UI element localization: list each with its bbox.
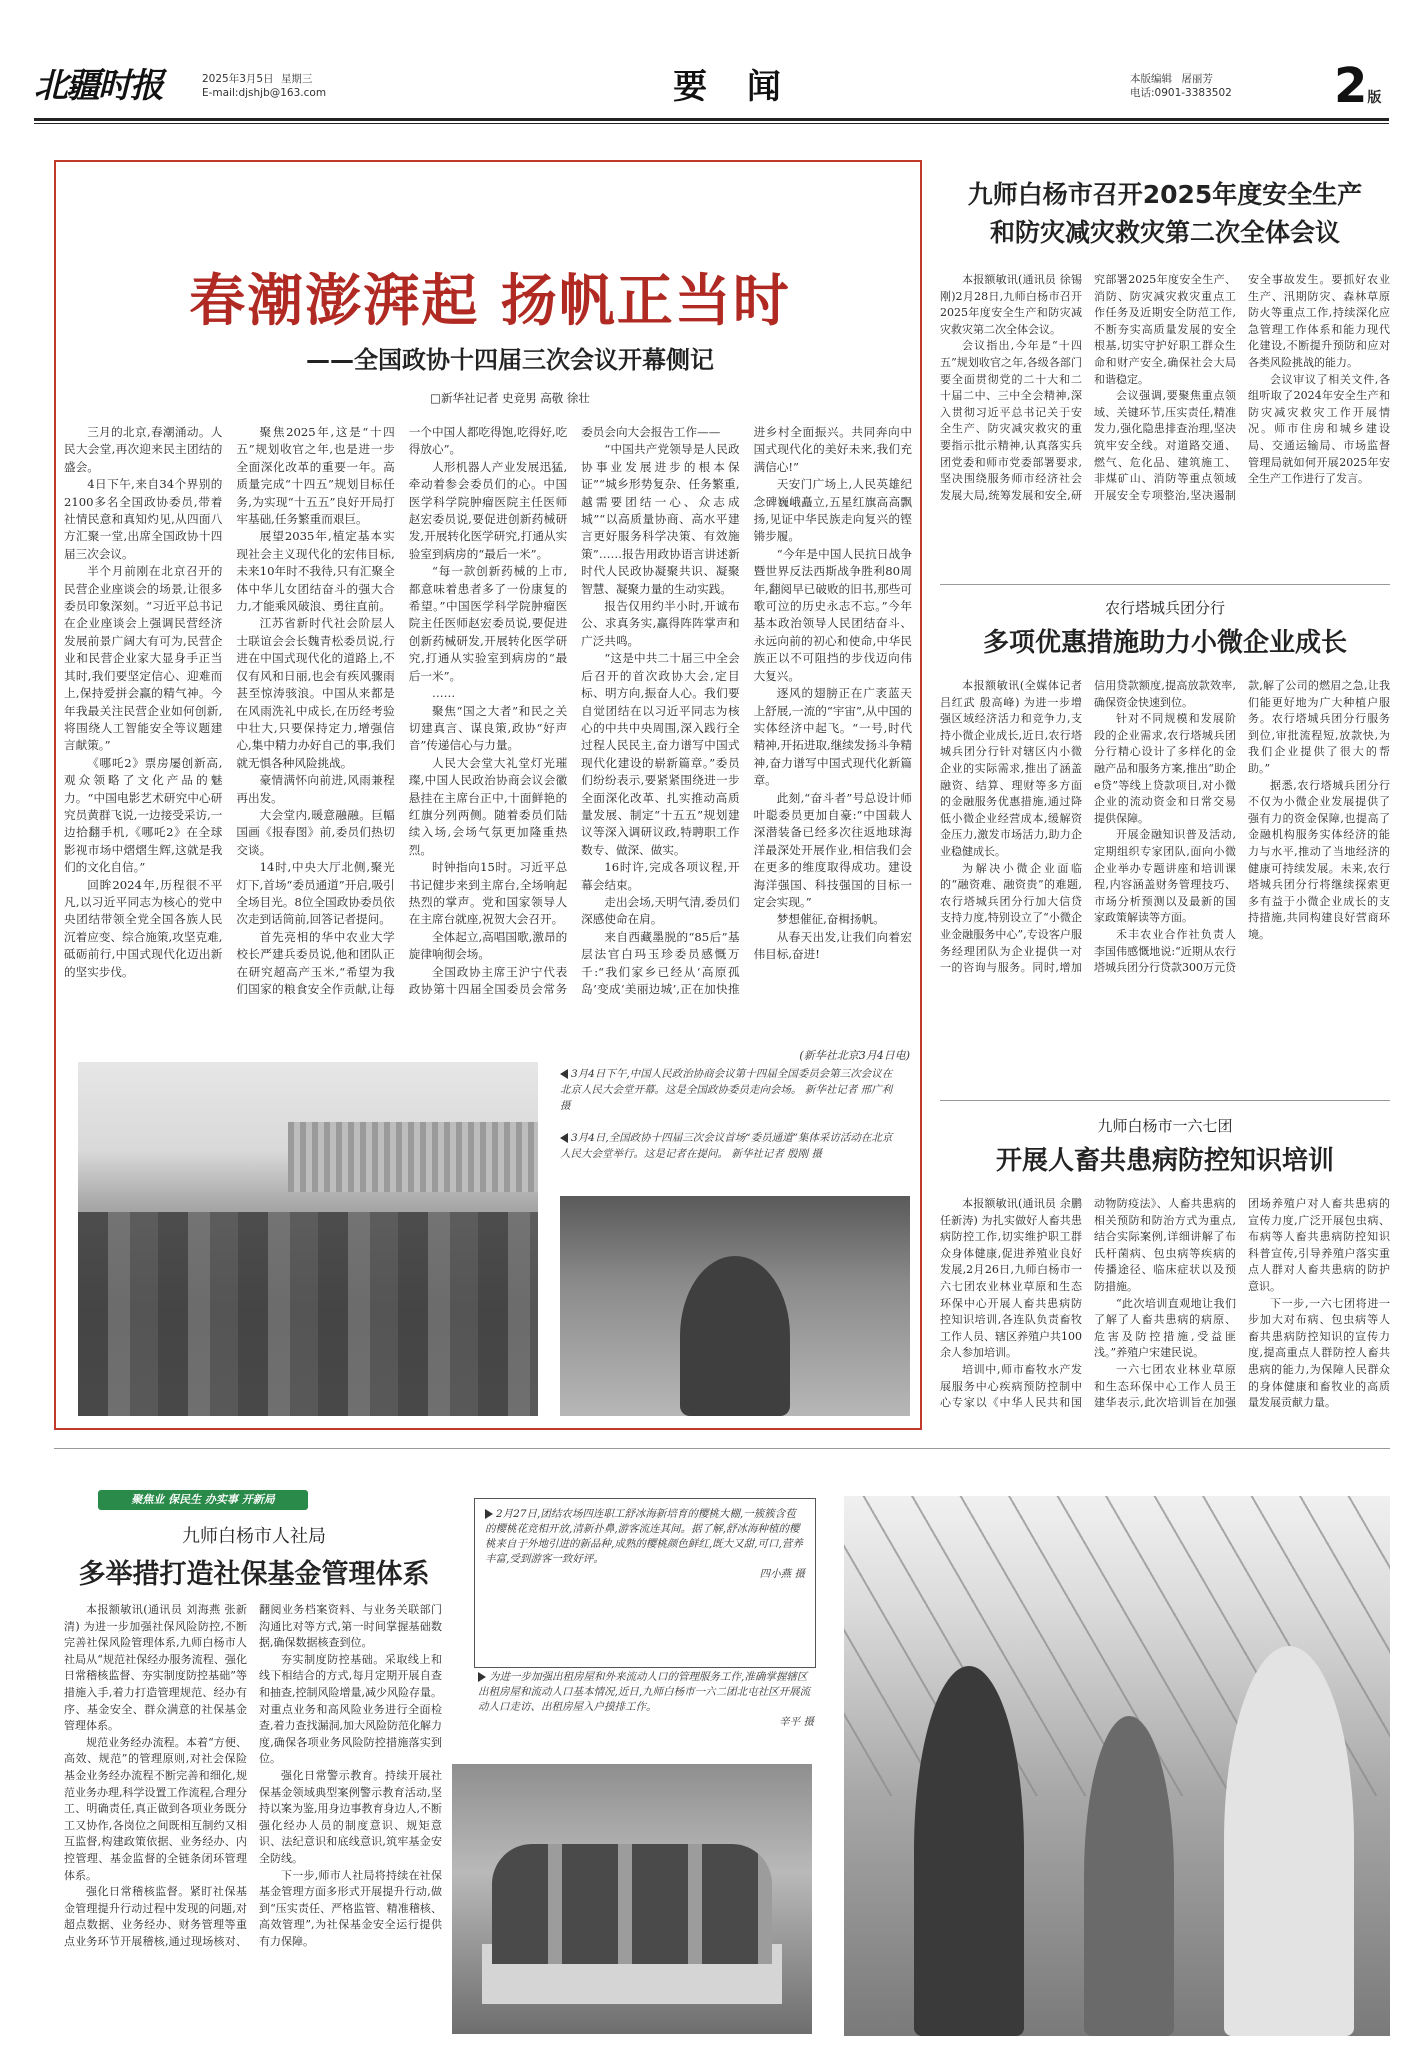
feature-paragraph: 人民大会堂大礼堂灯光璀璨,中国人民政治协商会议会徽悬挂在主席台正中,十面鲜艳的红旗分列两侧。随着委员们陆续入场,会场气氛更加隆重热烈。 bbox=[408, 755, 568, 857]
caption-arrow-icon bbox=[478, 1672, 486, 1682]
bank-kicker: 农行塔城兵团分行 bbox=[1104, 599, 1225, 617]
masthead-rule bbox=[34, 118, 1389, 121]
social-paragraph: 夯实制度防控基础。采取线上和线下相结合的方式,每月定期开展自查和抽查,控制风险增量,减少风险存量。对重点业务和高风险业务进行全面检查,着力查找漏洞,加大风险防范化解力度,确保各项业务风险防控措施落实到位。 bbox=[259, 1652, 442, 1766]
livestock-paragraph: 下一步,一六七团将进一步加大对布病、包虫病等人畜共患病防控知识的宣传力度,提高重点人群防控人畜共患病的能力,为保障人民群众的身体健康和畜牧业的高质量发展贡献力量。 bbox=[1248, 1296, 1390, 1410]
feature-paragraph: 聚焦2025年,这是“十四五”规划收官之年,也是进一步全面深化改革的重要一年。高质量完成“十四五”规划目标任务,为实现“十五五”良好开局打牢基础,任务繁重而艰巨。 bbox=[236, 425, 395, 527]
masthead-rule-thin bbox=[34, 123, 1389, 124]
feature-paragraph: 报告仅用约半小时,开诚布公、求真务实,赢得阵阵掌声和广泛共鸣。 bbox=[581, 599, 740, 648]
photo-caption-2-text: 3月4日,全国政协十四届三次会议首场“委员通道”集体采访活动在北京人民大会堂举行。这是记者在提问。 新华社记者 殷刚 摄 bbox=[560, 1132, 893, 1160]
bank-paragraph: 针对不同规模和发展阶段的企业需求,农行塔城兵团分行精心设计了多样化的金融产品和服务方案,推出“助企e贷”等线上贷款项目,对小微企业的流动资金和日常交易提供保障。 bbox=[1094, 712, 1236, 825]
safety-paragraph: 会议审议了相关文件,各组听取了2024年安全生产和防灾减灾救灾工作开展情况。师市住房和城乡建设局、交通运输局、市场监督管理局就如何开展2025年安全生产工作进行了发言。 bbox=[1248, 372, 1390, 486]
date-text: 2025年3月5日 bbox=[202, 73, 274, 85]
bank-paragraph: 禾丰农业合作社负责人李国伟感慨地说:“近期从农行塔城兵团分行贷款300万元贷款,解了公司的燃眉之急,让我们能更好地为广大种植户服务。农行塔城兵团分行服务到位,审批流程短,放款快,为我们企业提供了很大的帮助。” bbox=[1094, 679, 1390, 975]
social-paragraph: 本报额敏讯(通讯员 刘海燕 张新清) 为进一步加强社保风险防控,不断完善社保风险管理体系,九师白杨市人社局从“规范社保经办服务流程、强化日常稽核监督、夯实制度防控基础”等措施入手,着力打造管理规范、经办有序、基金安全、群众满意的社保基金管理体系。 bbox=[64, 1603, 247, 1733]
feature-paragraph: 此刻,“奋斗者”号总设计师叶聪委员更加自豪:“中国载人深潜装备已经多次往返地球海洋最深处开展作业,相信我们会在更多的维度取得成功。建设海洋强国、科技强国的目标一定会实现。” bbox=[753, 790, 912, 909]
people-shape bbox=[492, 1844, 772, 1964]
editor-info bbox=[1130, 72, 1232, 100]
phone-number: 0901-3383502 bbox=[1154, 87, 1232, 99]
feature-paragraph: 全体起立,高唱国歌,激昂的旋律响彻会场。 bbox=[408, 929, 568, 962]
feature-paragraph: 聚焦“国之大者”和民之关切建真言、谋良策,政协“好声音”传递信心与力量。 bbox=[408, 703, 568, 753]
livestock-body bbox=[940, 1196, 1390, 1426]
livestock-paragraph: 培训中,师市畜牧水产发展服务中心疾病预防控制中心专家以《中华人民共和国动物防疫法》、人畜共患病的相关预防和防治方式为重点,结合实际案例,详细讲解了布氏杆菌病、包虫病等疾病的传播途径、临床症状以及预防措施。 bbox=[940, 1197, 1236, 1410]
safety-paragraph: 本报额敏讯(通讯员 徐锡刚)2月28日,九师白杨市召开2025年度安全生产和防灾减灾救灾第二次全体会议。 bbox=[940, 273, 1082, 336]
feature-paragraph: “这是中共二十届三中全会后召开的首次政协大会,定目标、明方向,振奋人心。我们要自觉团结在以习近平同志为核心的中共中央周围,深入践行全过程人民民主,奋力谱写中国式现代化建设的崭新篇章。”委员们纷纷表示,要紧紧围绕进一步全面深化改革、扎实推动高质量发展、制定“十五五”规划建议等深入调研议政,特聘职工作数专、做深、做实。 bbox=[581, 651, 740, 857]
feature-paragraph: 半个月前刚在北京召开的民营企业座谈会的场景,让很多委员印象深刻。“习近平总书记在企业座谈会上强调民营经济发展前景广阔大有可为,民营企业和民营企业家大显身手正当其时,我们要坚定信心、迎难而上,保持爱拼会赢的精气神。今年我最关注民营企业如何创新,将围绕人工智能安全等议题建言献策。” bbox=[64, 564, 223, 753]
page-number bbox=[1334, 60, 1394, 112]
safety-headline bbox=[940, 176, 1390, 252]
bottom-caption-1 bbox=[485, 1507, 805, 1582]
phone-label: 电话: bbox=[1130, 87, 1155, 99]
social-paragraph: 强化日常警示教育。持续开展社保基金领域典型案例警示教育活动,坚持以案为鉴,用身边事教育身边人,不断强化经办人员的制度意识、规矩意识、法纪意识和底线意识,筑牢基金安全防线。 bbox=[259, 1768, 442, 1865]
feature-byline: □新华社记者 史竞男 高敬 徐壮 bbox=[430, 391, 590, 405]
caption-arrow-icon bbox=[560, 1069, 568, 1079]
social-banner-text: 聚焦业 保民生 办实事 开新局 bbox=[131, 1493, 275, 1506]
caption-arrow-icon bbox=[560, 1133, 568, 1143]
bottom-caption-2-text: 为进一步加强出租房屋和外来流动人口的管理服务工作,准确掌握辖区出租房屋和流动人口基本情况,近日,九师白杨市一六二团北屯社区开展流动人口走访、出租房屋入户摸排工作。 bbox=[478, 1671, 811, 1713]
social-body bbox=[64, 1602, 442, 2020]
delegates-photo bbox=[78, 1062, 538, 1416]
bank-paragraph: 据悉,农行塔城兵团分行不仅为小微企业发展提供了强有力的资金保障,也提高了金融机构服务实体经济的能力与水平,推动了当地经济的健康可持续发展。未来,农行塔城兵团分行将继续探索更多有益于小微企业成长的支持措施,共同构建良好营商环境。 bbox=[1248, 778, 1390, 941]
feature-paragraph: 豪情满怀向前进,风雨兼程再出发。 bbox=[236, 773, 395, 805]
feature-dateline: (新华社北京3月4日电) bbox=[799, 1049, 910, 1062]
livestock-headline: 开展人畜共患病防控知识培训 bbox=[995, 1146, 1334, 1176]
page-number-digit: 2 bbox=[1334, 58, 1368, 114]
feature-paragraph: 江苏省新时代社会阶层人士联谊会会长魏青松委员说,行进在中国式现代化的道路上,不仅有风和日丽,也会有疾风骤雨甚至惊涛骇浪。中国从来都是在风雨洗礼中成长,在历经考验中壮大,只要保持定力,增强信心,集中精力办好自己的事,我们就无惧各种风险挑战。 bbox=[236, 616, 395, 770]
masthead bbox=[34, 58, 1389, 118]
feature-paragraph: 时钟指向15时。习近平总书记健步来到主席台,全场响起热烈的掌声。党和国家领导人在主席台就座,祝贺大会召开。 bbox=[408, 860, 568, 927]
feature-paragraph: 三月的北京,春潮涌动。人民大会堂,再次迎来民主团结的盛会。 bbox=[64, 425, 223, 474]
bank-paragraph: 本报额敏讯(全媒体记者 吕红武 殷高峰) 为进一步增强区域经济活力和竞争力,支持小微企业成长,近日,农行塔城兵团分行针对辖区内小微企业的实际需求,推出了涵盖融资、结算、理财等多方面的金融服务优惠措施,通过降低小微企业经营成本,缓解资金压力,激发市场活力,助力企业稳健成长。 bbox=[940, 679, 1082, 858]
bank-headline: 多项优惠措施助力小微企业成长 bbox=[982, 628, 1347, 658]
feature-paragraph: 梦想催征,奋楫扬帆。 bbox=[776, 912, 885, 927]
bottom-caption-1-credit: 四小燕 摄 bbox=[759, 1568, 805, 1580]
hall-building-shape bbox=[288, 1122, 538, 1192]
feature-paragraph: 天安门广场上,人民英雄纪念碑巍峨矗立,五星红旗高高飘扬,见证中华民族走向复兴的铿锵步履。 bbox=[753, 477, 912, 544]
social-banner bbox=[98, 1490, 308, 1510]
bottom-caption-2-credit: 辛平 摄 bbox=[779, 1716, 814, 1728]
person-shape bbox=[680, 1256, 790, 1416]
feature-paragraph: 大会堂内,暖意融融。巨幅国画《报春图》前,委员们热切交谈。 bbox=[236, 807, 395, 857]
livestock-kicker: 九师白杨市一六七团 bbox=[1097, 1117, 1233, 1135]
committee-photo bbox=[560, 1196, 910, 1416]
farmer-shape-2 bbox=[1084, 1716, 1174, 2036]
feature-headline: 春潮澎湃起 扬帆正当时 bbox=[189, 269, 791, 334]
livestock-paragraph: “此次培训直观地让我们了解了人畜共患病的病原、危害及防控措施,受益匪浅。”养殖户宋建民说。 bbox=[1094, 1296, 1236, 1360]
farmer-shape-1 bbox=[914, 1666, 1024, 2036]
feature-paragraph: “中国共产党领导是人民政协事业发展进步的根本保证”“城乡形势复杂、任务繁重,越需要团结一心、众志成城”“以高质量协商、高水平建言更好服务科学决策、有效施策”……报告用政协语言讲述新时代人民政协凝聚共识、凝聚智慧、凝聚力量的生动实践。 bbox=[581, 442, 740, 596]
feature-paragraph: 逐风的翅膀正在广袤蓝天上舒展,一流的“宇宙”,从中国的实体经济中起飞。“一号,时代精神,开拓进取,继续发扬斗争精神,奋力谱写中国式现代化新篇章。 bbox=[753, 686, 912, 788]
social-headline: 多举措打造社保基金管理体系 bbox=[78, 1559, 430, 1590]
feature-paragraph: 4日下午,来自34个界别的2100多名全国政协委员,带着社情民意和真知灼见,从四面八方汇聚一堂,出席全国政协十四届三次会议。 bbox=[64, 477, 223, 561]
bottom-caption-1-text: 2月27日,团结农场四连职工舒冰海新培育的樱桃大棚,一簇簇含苞的樱桃花竞相开放,清新扑鼻,游客流连其间。据了解,舒冰海种植的樱桃来自于外地引进的新品种,成熟的樱桃颜色鲜红,既大又甜,可口,营养丰富,受到游客一致好评。 bbox=[485, 1508, 803, 1565]
feature-paragraph: 展望2035年,植定基本实现社会主义现代化的宏伟目标,未来10年时不我待,只有汇聚全体中华儿女团结奋斗的强大合力,才能乘风破浪、勇往直前。 bbox=[236, 529, 395, 614]
safety-body bbox=[940, 272, 1390, 570]
greenhouse-photo bbox=[844, 1496, 1390, 2036]
bank-paragraph: 开展金融知识普及活动,定期组织专家团队,面向小微企业举办专题讲座和培训课程,内容涵盖财务管理技巧、市场分析预测以及最新的国家政策解读等方面。 bbox=[1094, 828, 1236, 925]
livestock-paragraph: 本报额敏讯(通讯员 余鹏 任新涛) 为扎实做好人畜共患病防控工作,切实维护职工群众身体健康,促进养殖业良好发展,2月26日,九师白杨市一六七团农业林业草原和生态环保中心开展人畜共患病防控知识培训,各连队负责畜牧工作人员、辖区养殖户共100余人参加培训。 bbox=[940, 1197, 1082, 1360]
feature-paragraph: “今年是中国人民抗日战争暨世界反法西斯战争胜利80周年,翻阅早已破败的旧书,那些可歌可泣的历史永志不忘。”今年基本政治领导人民团结奋斗、永远向前的初心和使命,中华民族正以不可阻挡的步伐迈向伟大复兴。 bbox=[753, 546, 912, 683]
rule-1 bbox=[940, 584, 1390, 585]
safety-paragraph: 会议指出,今年是“十四五”规划收官之年,各级各部门要全面贯彻党的二十大和二十届二中、三中全会精神,深入贯彻习近平总书记关于安全生产、防灾减灾救灾的重要指示批示精神,认真落实兵团党委和师市党委部署要求,坚决围绕服务师市经济社会发展大局,统筹发展和安全,研究部署2025年度安全生产、消防、防灾减灾救灾重点工作任务及近期安全防范工作,不断夯实高质量发展的安全根基,切实守护好职工群众生命和财产安全,确保社会大局和谐稳定。 bbox=[940, 273, 1236, 502]
section-title: 要 闻 bbox=[673, 67, 795, 107]
photo-caption-1-text: 3月4日下午,中国人民政治协商会议第十四届全国委员会第三次会议在北京人民大会堂开幕。这是全国政协委员走向会场。 新华社记者 邢广利 摄 bbox=[560, 1068, 893, 1112]
feature-paragraph: 《哪吒2》票房屡创新高,观众领略了文化产品的魅力。“中国电影艺术研究中心研究员黄群飞说,一边接受采访,一边拾翻手机,《哪吒2》在全球影视市场中熠熠生辉,这就是我们的文化自信。” bbox=[64, 755, 223, 875]
photo-caption-2 bbox=[560, 1130, 900, 1162]
weekday-text: 星期三 bbox=[280, 73, 313, 85]
bank-paragraph: 为解决小微企业面临的“融资难、融资贵”的难题,农行塔城兵团分行加大信贷支持力度,特别设立了“小微企业金融服务中心”,专设客户服务经理团队为企业提供一对一的咨询与服务。同时,增加信用贷款额度,提高放款效率,确保资金快速到位。 bbox=[940, 679, 1236, 975]
feature-body bbox=[64, 424, 912, 1044]
feature-paragraph: 走出会场,天明气清,委员们深感使命在肩。 bbox=[581, 894, 740, 927]
caption-arrow-icon bbox=[485, 1509, 493, 1519]
social-paragraph: 规范业务经办流程。本着“方便、高效、规范”的管理原则,对社会保险基金业务经办流程不断完善和细化,规范业务办理,科学设置工作流程,合理分工、明确责任,真正做到各项业务既分工又协作,各岗位之间既相互制约又相互监督,构建政策依据、业务经办、内控管理、基金监督的全链条闭环管理体系。 bbox=[64, 1735, 247, 1882]
feature-paragraph: 从春天出发,让我们向着宏伟目标,奋进! bbox=[753, 929, 912, 962]
social-kicker: 九师白杨市人社局 bbox=[182, 1526, 326, 1547]
feature-paragraph: 来自西藏墨脱的“85后”基层法官白玛玉珍委员感慨万千:“我们家乡已经从‘高原孤岛’变成‘美丽边城’,正在加快推进乡村全面振兴。共同奔向中国式现代化的美好未来,我们充满信心!” bbox=[581, 425, 912, 996]
feature-paragraph: 14时,中央大厅北侧,聚光灯下,首场“委员通道”开启,吸引全场目光。8位全国政协委员依次走到话筒前,回答记者提问。 bbox=[236, 860, 395, 927]
social-paragraph: 强化日常稽核监督。紧盯社保基金管理提升行动过程中发现的问题,对超点数据、业务经办、财务管理等重点业务环节开展稽核,通过现场核对、翻阅业务档案资料、与业务关联部门沟通比对等方式,第一时间掌握基础数据,确保数据核查到位。 bbox=[64, 1603, 442, 1948]
feature-paragraph: 全国政协主席王沪宁代表政协第十四届全国委员会常务委员会向大会报告工作—— bbox=[408, 425, 721, 996]
editor-name: 屠丽芳 bbox=[1181, 73, 1213, 85]
caption-box bbox=[474, 1498, 816, 1668]
bottom-caption-2 bbox=[478, 1670, 814, 1730]
bank-body bbox=[940, 678, 1390, 1082]
email-text: E-mail:djshjb@163.com bbox=[202, 87, 327, 99]
bottom-rule bbox=[54, 1448, 1390, 1449]
feature-paragraph: 人形机器人产业发展迅猛,牵动着参会委员们的心。中国医学科学院肿瘤医院主任医师赵宏委员说,要促进创新药械研发,开展转化医学研究,打通从实验室到病房的“最后一米”。 bbox=[408, 459, 568, 561]
feature-paragraph: …… bbox=[431, 686, 456, 701]
safety-headline-1: 九师白杨市召开2025年度安全生产 bbox=[967, 180, 1363, 209]
farmer-shape-3 bbox=[1224, 1646, 1354, 2036]
social-paragraph: 下一步,师市人社局将持续在社保基金管理方面多形式开展提升行动,做到“压实责任、严格监管、精准稽核、高效管理”,为社保基金安全运行提供有力保障。 bbox=[259, 1868, 442, 1948]
feature-paragraph: 16时许,完成各项议程,开幕会结束。 bbox=[581, 860, 740, 892]
crowd-shape bbox=[78, 1212, 538, 1416]
feature-paragraph: 首先亮相的华中农业大学校长严建兵委员说,他和团队正在研究超高产玉米,“希望为我们国家的粮食安全作贡献,让每一个中国人都吃得饱,吃得好,吃得放心”。 bbox=[236, 425, 568, 996]
issue-date bbox=[202, 72, 326, 100]
editor-label: 本版编辑 bbox=[1130, 73, 1172, 85]
feature-paragraph: “每一款创新药械的上市,都意味着患者多了一份康复的希望。”中国医学科学院肿瘤医院主任医师赵宏委员说,要促进创新药械研发,开展转化医学研究,打通从实验室到病房的“最后一米”。 bbox=[408, 564, 568, 683]
page-number-suffix: 版 bbox=[1367, 90, 1382, 106]
community-photo bbox=[452, 1764, 812, 2034]
feature-paragraph: 回眸2024年,历程很不平凡,以习近平同志为核心的党中央团结带领全党全国各族人民沉着应变、综合施策,攻坚克难,砥砺前行,中国式现代化迈出新的坚实步伐。 bbox=[64, 877, 223, 979]
livestock-paragraph: 一六七团农业林业草原和生态环保中心工作人员王建华表示,此次培训旨在加强团场养殖户对人畜共患病的宣传力度,广泛开展包虫病、布病等人畜共患病防控知识科普宣传,引导养殖户落实重点人群对人畜共患病的防护意识。 bbox=[1094, 1197, 1390, 1410]
rule-2 bbox=[940, 1100, 1390, 1101]
photo-caption-1 bbox=[560, 1066, 900, 1114]
safety-paragraph: 会议强调,要聚焦重点领域、关键环节,压实责任,精准发力,强化隐患排查治理,坚决筑牢安全线。对道路交通、燃气、危化品、建筑施工、非煤矿山、消防等重点领域开展安全专项整治,坚决遏制安全事故发生。要抓好农业生产、汛期防灾、森林草原防火等重点工作,持续深化应急管理工作体系和能力现代化建设,不断提升预防和应对各类风险挑战的能力。 bbox=[1094, 273, 1390, 502]
feature-subheadline: ——全国政协十四届三次会议开幕侧记 bbox=[306, 346, 714, 374]
newspaper-logo: 北疆时报 bbox=[34, 66, 162, 106]
safety-headline-2: 和防灾减灾救灾第二次全体会议 bbox=[989, 218, 1340, 247]
